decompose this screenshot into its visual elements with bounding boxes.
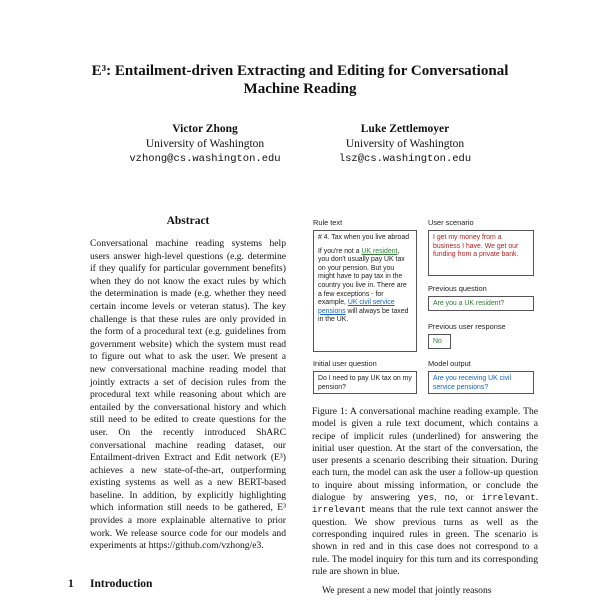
abstract-heading: Abstract: [166, 215, 210, 227]
caption-irrelevant-2: irrelevant: [312, 505, 367, 516]
rule-text-label: Rule text: [313, 218, 343, 227]
rule-text-body: If you're not a UK resident, you don't usually pay UK tax on your pension. But you might have to pay tax in the country you live in. There are a few exceptions - for example, UK civil service pensions will always be taxed in the UK.: [318, 247, 409, 324]
user-scenario-label: User scenario: [428, 218, 474, 227]
user-scenario-box: I get my money from a business I have. We get our funding from a private bank.: [428, 230, 534, 276]
paper-title: [40, 62, 560, 98]
rule-uk-resident: UK resident: [361, 247, 398, 255]
author-name: Luke Zettlemoyer: [360, 123, 450, 135]
initial-question-box: Do I need to pay UK tax on my pension?: [313, 371, 417, 394]
author-email: vzhong@cs.washington.edu: [129, 153, 281, 165]
figure-caption: Figure 1: A conversational machine reading example. The model is given a rule text document, which contains a recipe of implicit rules (underlined) for answering the initial user question. At the start of the conversation, the user presents a scenario describing their situation. During each turn, the model can ask the user a follow-up question to inquire about missing information, or conclude the dialogue by answering yes, no, or irrelevant. irrelevant means that the rule text cannot answer the question. We show previous turns as well as the corresponding inquired rules in green. The scenario is shown in red and in this case does not correspond to a rule. The model inquiry for this turn and its corresponding rule are shown in blue.: [312, 406, 539, 577]
abstract-text: Conversational machine reading systems help users answer high-level questions (e.g. determine if they qualify for particular government benefits) when they do not know the exact rules by which the determination is made (e.g. whether they need certain income levels or veteran status). The key challenge is that these rules are only provided in the form of a procedural text (e.g. guidelines from government website) which the system must read to figure out what to ask the user. We present a new conversational machine reading model that jointly extracts a set of decision rules from the procedural text while reasoning about which are entailed by the conversational history and which still need to be edited to create questions for the user. On the recently introduced ShARC conversational machine reading dataset, our Entailment-driven Extract and Edit network (E³) achieves a new state-of-the-art, outperforming existing systems as well as a new BERT-based baseline. In addition, by explicitly highlighting which information still needs to be gathered, E³ provides a more explainable alternative to prior work. We release source code for our models and experiments at https://github.com/vzhong/e3.: [90, 238, 286, 552]
section-heading: [68, 578, 152, 590]
caption-yes: yes: [417, 493, 435, 504]
intro-paragraph-start: We present a new model that jointly reasons: [322, 585, 492, 596]
title-line-1: E³: Entailment-driven Extracting and Editing for Conversational: [91, 63, 509, 79]
caption-irrelevant: irrelevant: [481, 493, 536, 504]
author-email: lsz@cs.washington.edu: [338, 153, 472, 165]
model-output-label: Model output: [428, 359, 471, 368]
previous-question-label: Previous question: [428, 284, 487, 293]
author-1: [120, 122, 290, 167]
previous-response-box: No: [428, 334, 451, 349]
previous-response-label: Previous user response: [428, 322, 506, 331]
initial-question-label: Initial user question: [313, 359, 377, 368]
rule-uk-civil-service: UK civil service pensions: [318, 299, 395, 315]
author-affiliation: University of Washington: [345, 138, 465, 150]
section-title: Introduction: [90, 578, 153, 590]
caption-no: no: [444, 493, 456, 504]
previous-question-box: Are you a UK resident?: [428, 296, 534, 311]
rule-text-box: [313, 230, 417, 352]
title-line-2: Machine Reading: [243, 81, 357, 97]
author-name: Victor Zhong: [172, 123, 238, 135]
rule-text-heading: # 4. Tax when you live abroad: [318, 234, 410, 241]
section-number: 1: [68, 578, 74, 590]
author-affiliation: University of Washington: [145, 138, 265, 150]
model-output-box: Are you receiving UK civil service pensions?: [428, 371, 534, 394]
author-2: [315, 122, 495, 167]
